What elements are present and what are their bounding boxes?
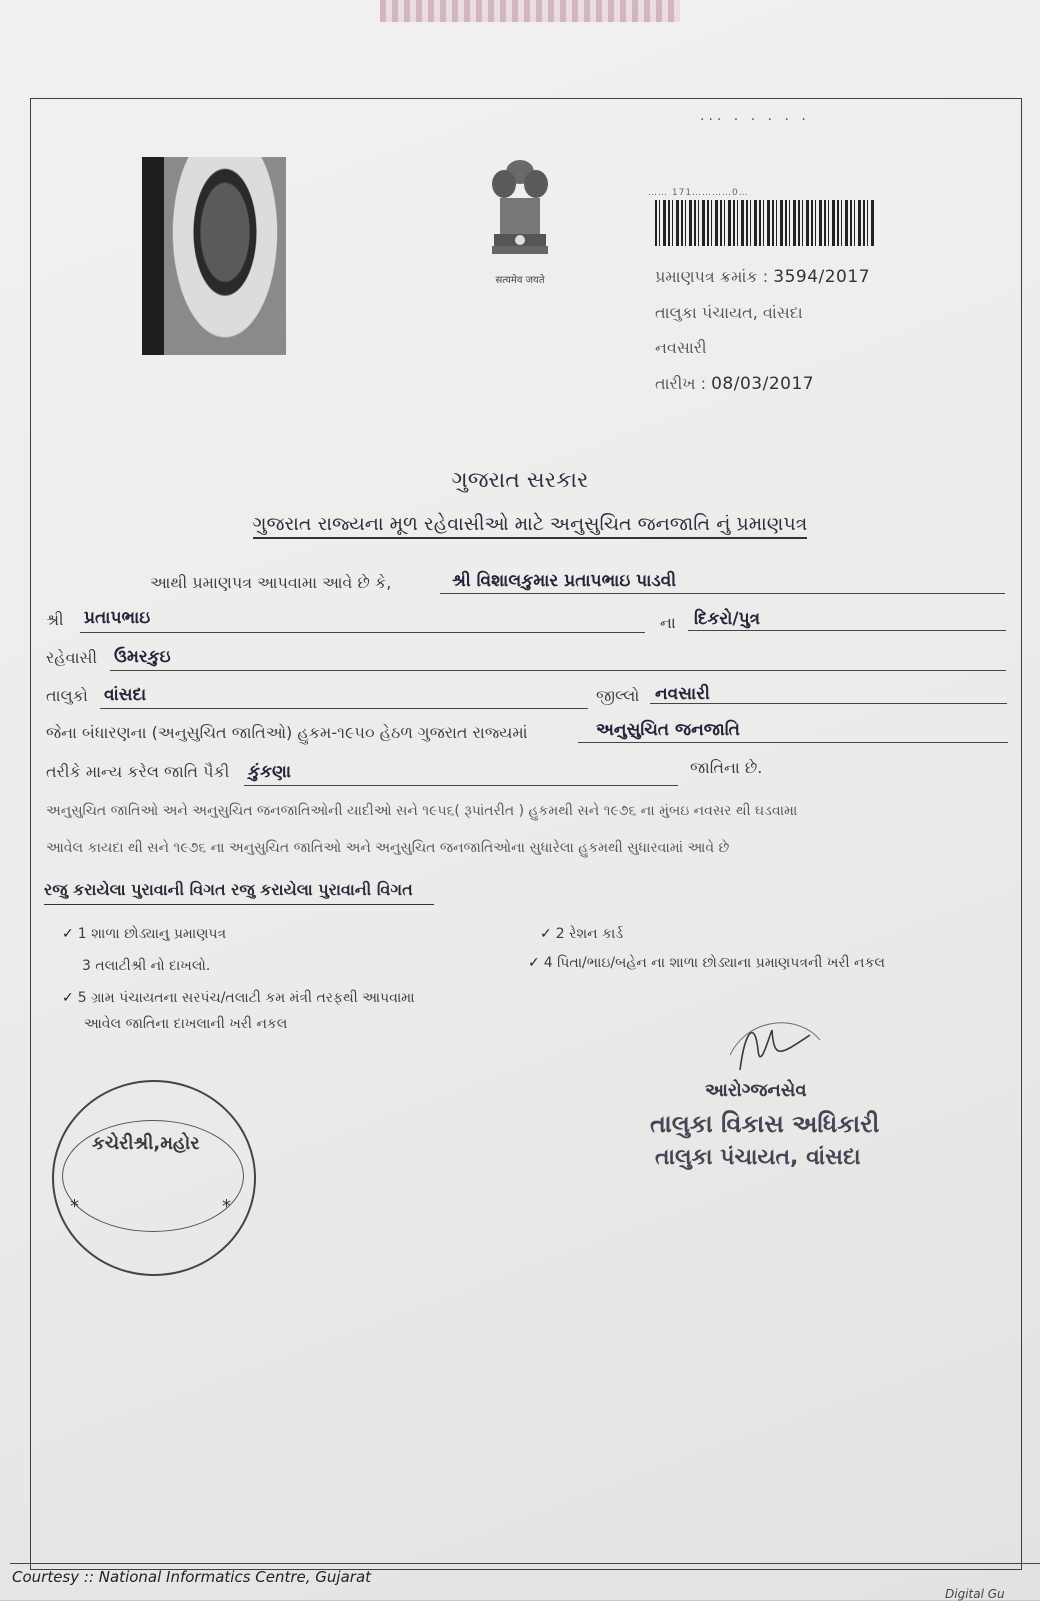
father-name: પ્રતાપભાઇ — [84, 608, 151, 628]
relation-label: ના — [660, 613, 676, 632]
signatory-name: આરોગ્જનસેવ — [705, 1080, 807, 1101]
certificate-number-label: પ્રમાણપત્ર ક્રમાંક — [655, 267, 758, 286]
check-mark-icon: ✓ — [540, 926, 552, 942]
district-label: જીલ્લો — [596, 686, 640, 705]
government-heading: ગુજરાત સરકાર — [451, 468, 589, 493]
holder-photo — [142, 157, 286, 355]
background-fabric — [380, 0, 680, 22]
legal-paragraph-line-2: આવેલ કાયદા થી સને ૧૯૭૬ ના અનુસુચિત જાતિઓ અને અનુસુચિત જનજાતિઓના સુધારેલા હુકમથી સુધારવામાં આવે છે — [46, 840, 730, 856]
resident-village: ઉમરકુઇ — [114, 647, 171, 667]
evidence-item-2-text: 2 રેશન કાર્ડ — [555, 926, 624, 942]
date-label: તારીખ — [655, 374, 696, 393]
relation-rule — [688, 630, 1006, 631]
legal-paragraph-line-1: અનુસુચિત જાતિઓ અને અનુસુચિત જનજાતિઓની યાદીઓ સને ૧૯૫૬( રૂપાંતરીત ) હુકમથી સને ૧૯૭૬ ના મુંબઇ નવસર થી ઘડવામા — [46, 803, 798, 819]
taluka-label: તાલુકો — [46, 686, 88, 705]
emblem-motto: सत्यमेव जयते — [495, 275, 545, 286]
evidence-item-1-text: 1 શાળા છોડ્યાનુ પ્રમાણપત્ર — [77, 926, 227, 942]
issuer-line-2: નવસારી — [655, 338, 707, 357]
evidence-item-5 — [62, 990, 415, 1006]
certificate-number: 3594/2017 — [773, 267, 871, 287]
state-emblem-icon — [480, 150, 560, 280]
holder-name: શ્રી વિશાલકુમાર પ્રતાપભાઇ પાડવી — [452, 571, 677, 591]
check-mark-icon: ✓ — [62, 926, 74, 942]
evidence-title-rule — [44, 904, 434, 905]
evidence-item-1 — [62, 926, 226, 942]
evidence-item-2 — [540, 926, 623, 942]
barcode-caption: …… 171…………0… — [648, 188, 749, 198]
top-marks: ··· · · · · · — [700, 112, 810, 128]
certificate-title — [150, 513, 910, 535]
relation: દિકરો/પુત્ર — [694, 609, 761, 629]
order-text: જેના બંધારણના (અનુસુચિત જાતિઓ) હુકમ-૧૯૫૦ હેઠળ ગુજરાત રાજ્યમાં — [46, 723, 528, 742]
check-mark-icon: ✓ — [528, 955, 540, 971]
seal-text: કચેરીશ્રી,મહોર — [92, 1133, 200, 1154]
district: નવસારી — [655, 684, 710, 704]
barcode — [655, 200, 875, 246]
evidence-title: રજુ કરાયેલા પુરાવાની વિગત રજુ કરાયેલા પુરાવાની વિગત — [44, 880, 413, 899]
seal-star-icon: * — [70, 1196, 79, 1217]
holder-name-rule — [440, 593, 1005, 594]
intro-text: આથી પ્રમાણપત્ર આપવામા આવે છે કે, — [150, 573, 392, 592]
certificate-title-text: ગુજરાત રાજ્યના મૂળ રહેવાસીઓ માટે અનુસુચિત જનજાતિ નું પ્રમાણપત્ર — [253, 513, 808, 539]
signatory-designation: તાલુકા વિકાસ અધિકારી — [650, 1110, 880, 1138]
issuer-line: તાલુકા પંચાયત, વાંસદા — [655, 303, 803, 322]
courtesy-footer: Courtesy :: National Informatics Centre, Gujarat — [12, 1568, 372, 1586]
recognised-label: તરીકે માન્ય કરેલ જાતિ પૈકી — [46, 762, 230, 781]
taluka: વાંસદા — [104, 685, 147, 705]
certificate-number-row: પ્રમાણપત્ર ક્રમાંક : 3594/2017 — [655, 267, 871, 287]
check-mark-icon: ✓ — [62, 990, 74, 1006]
corner-watermark: Digital Gu — [945, 1587, 1005, 1601]
date-row: તારીખ : 08/03/2017 — [655, 374, 815, 394]
evidence-item-3-text: 3 તલાટીશ્રી નો દાખલો. — [82, 958, 211, 974]
resident-rule — [110, 670, 1006, 671]
evidence-item-5-cont: આવેલ જાતિના દાખલાની ખરી નકલ — [84, 1016, 288, 1032]
father-label: શ્રી — [46, 610, 64, 629]
district-rule — [650, 703, 1007, 704]
resident-label: રહેવાસી — [46, 648, 98, 667]
seal-star-icon: * — [222, 1196, 231, 1217]
father-name-rule — [80, 632, 645, 633]
category: અનુસુચિત જનજાતિ — [596, 720, 740, 740]
evidence-item-4-text: 4 પિતા/ભાઇ/બહેન ના શાળા છોડ્યાના પ્રમાણપત્રની ખરી નકલ — [543, 955, 885, 971]
evidence-item-4 — [528, 955, 885, 971]
caste: કુંકણા — [248, 762, 291, 782]
evidence-item-3 — [82, 958, 210, 974]
evidence-item-5-text: 5 ગ્રામ પંચાયતના સરપંચ/તલાટી કમ મંત્રી તરફથી આપવામા — [77, 990, 415, 1006]
certificate-date: 08/03/2017 — [711, 374, 815, 394]
taluka-rule — [100, 708, 588, 709]
signature-icon — [720, 1010, 830, 1080]
caste-suffix: જાતિના છે. — [690, 758, 763, 777]
signatory-office: તાલુકા પંચાયત, વાંસદા — [655, 1145, 861, 1170]
category-rule — [578, 742, 1008, 743]
caste-rule — [244, 785, 678, 786]
footer-rule — [10, 1563, 1040, 1564]
